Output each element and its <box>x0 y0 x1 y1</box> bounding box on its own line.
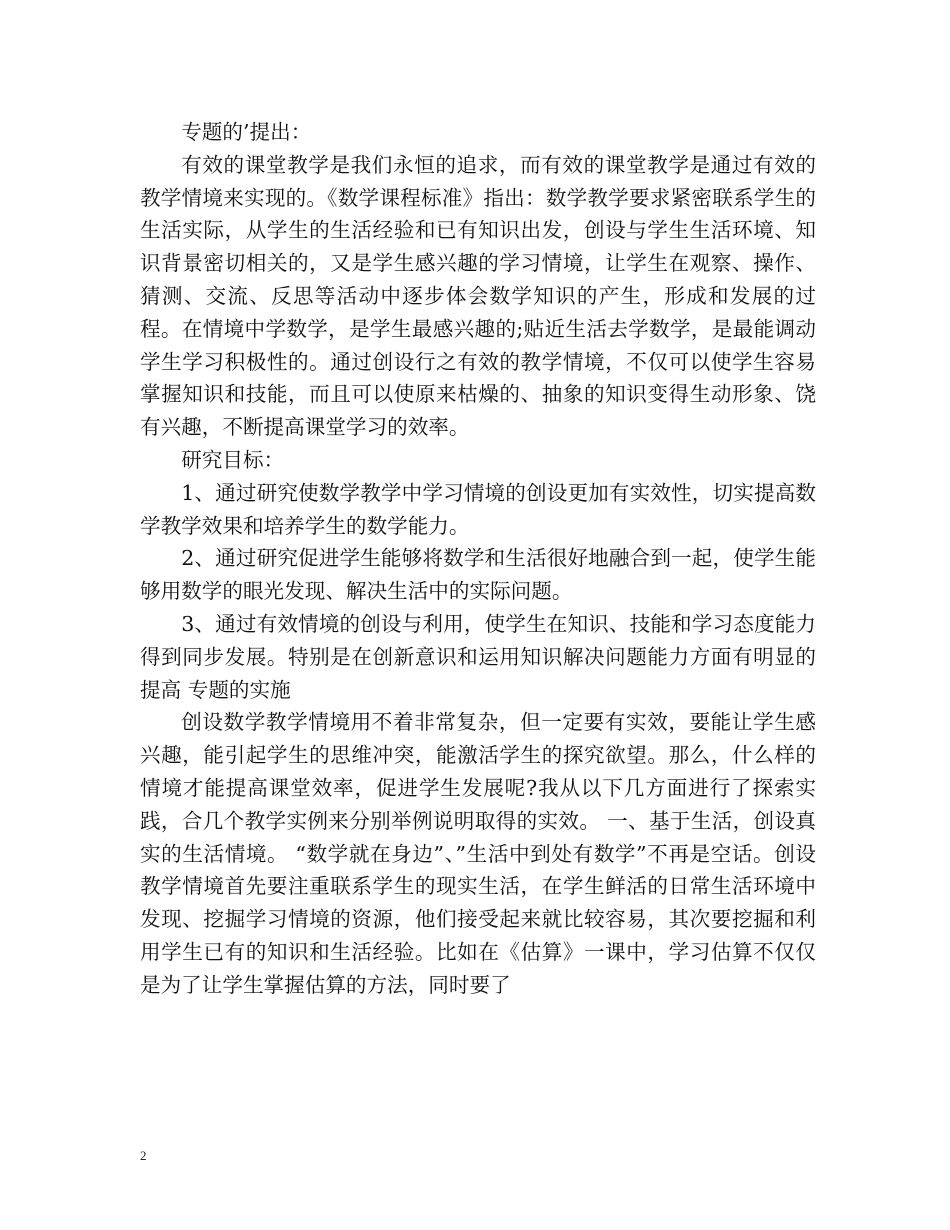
section-heading-research-goals: 研究目标： <box>181 447 285 472</box>
list-item: 3、通过有效情境的创设与利用，使学生在知识、技能和学习态度能力得到同步发展。特别是在创新意识和运用知识解决问题能力方面有明显的提高 专题的实施 <box>140 611 816 702</box>
page-number: 2 <box>140 1148 147 1163</box>
list-item: 2、通过研究促进学生能够将数学和生活很好地融合到一起，使学生能够用数学的眼光发现、解决生活中的实际问题。 <box>140 546 816 604</box>
paragraph: 创设数学教学情境用不着非常复杂，但一定要有实效，要能让学生感兴趣，能引起学生的思维冲突，能激活学生的探究欲望。那么，什么样的情境才能提高课堂效率，促进学生发展呢?我从以下几方面进行了探索实践，合几个教学实例来分别举例说明取得的实效。 一、基于生活，创设真实的生活情境。 “数学就在身边”、”生活中到处有数学”不再是空话。创设教学情境首先要注重联系学生的现实生活，在学生鲜活的日常生活环境中发现、挖掘学习情境的资源，他们接受起来就比较容易，其次要挖掘和利用学生已有的知识和生活经验。比如在《估算》一课中，学习估算不仅仅是为了让学生掌握估算的方法，同时要了 <box>140 710 816 997</box>
section-heading-proposal: 专题的’提出： <box>181 120 312 144</box>
list-item: 1、通过研究使数学教学中学习情境的创设更加有实效性，切实提高数学教学效果和培养学生的数学能力。 <box>140 480 816 538</box>
document-body <box>140 116 816 1002</box>
paragraph: 有效的课堂教学是我们永恒的追求，而有效的课堂教学是通过有效的教学情境来实现的。《数学课程标准》指出：数学教学要求紧密联系学生的生活实际，从学生的生活经验和已有知识出发，创设与学生生活环境、知识背景密切相关的，又是学生感兴趣的学习情境，让学生在观察、操作、猜测、交流、反思等活动中逐步体会数学知识的产生，形成和发展的过程。在情境中学数学，是学生最感兴趣的;贴近生活去学数学，是最能调动学生学习积极性的。通过创设行之有效的教学情境，不仅可以使学生容易掌握知识和技能，而且可以使原来枯燥的、抽象的知识变得生动形象、饶有兴趣，不断提高课堂学习的效率。 <box>140 152 816 440</box>
